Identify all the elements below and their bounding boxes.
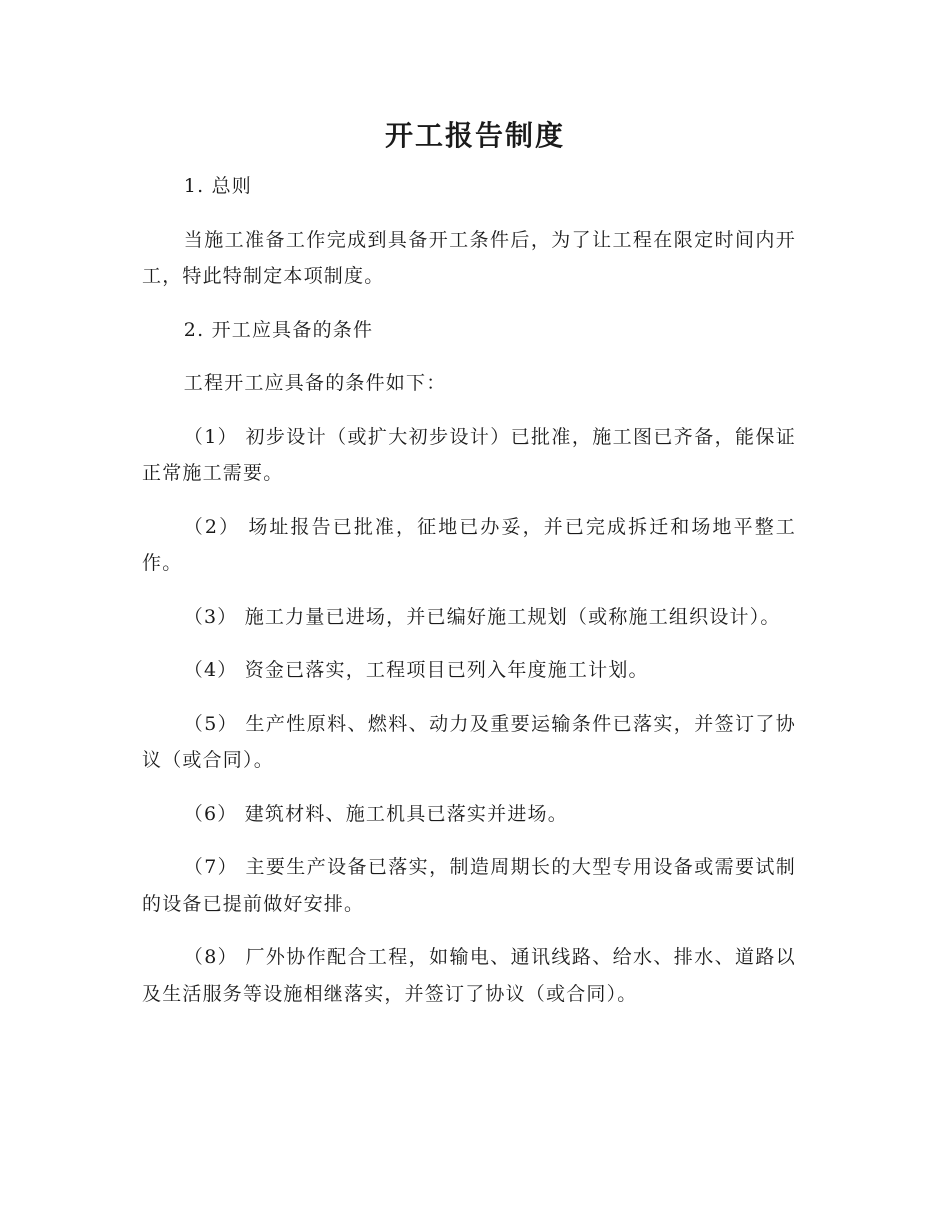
condition-item-5: （5） 生产性原料、燃料、动力及重要运输条件已落实，并签订了协议（或合同）。 [142, 712, 796, 771]
document-title: 开工报告制度 [384, 119, 565, 152]
condition-item-7: （7） 主要生产设备已落实，制造周期长的大型专用设备或需要试制的设备已提前做好安排。 [142, 856, 796, 915]
paragraph-conditions-lead: 工程开工应具备的条件如下： [183, 372, 447, 394]
section-heading-general: 1. 总则 [183, 175, 252, 197]
condition-item-1: （1） 初步设计（或扩大初步设计）已批准，施工图已齐备，能保证正常施工需要。 [142, 425, 796, 484]
document-body [142, 168, 796, 1029]
condition-item-4: （4） 资金已落实，工程项目已列入年度施工计划。 [183, 659, 649, 681]
condition-item-6: （6） 建筑材料、施工机具已落实并进场。 [183, 802, 568, 825]
section-heading-conditions: 2. 开工应具备的条件 [183, 318, 374, 341]
condition-item-2: （2） 场址报告已批准，征地已办妥，并已完成拆迁和场地平整工作。 [142, 515, 796, 574]
condition-item-3: （3） 施工力量已进场，并已编好施工规划（或称施工组织设计）。 [183, 605, 781, 628]
paragraph-intro: 当施工准备工作完成到具备开工条件后，为了让工程在限定时间内开工，特此特制定本项制度。 [142, 228, 796, 287]
condition-item-8: （8） 厂外协作配合工程，如输电、通讯线路、给水、排水、道路以及生活服务等设施相继落实，并签订了协议（或合同）。 [142, 946, 796, 1005]
